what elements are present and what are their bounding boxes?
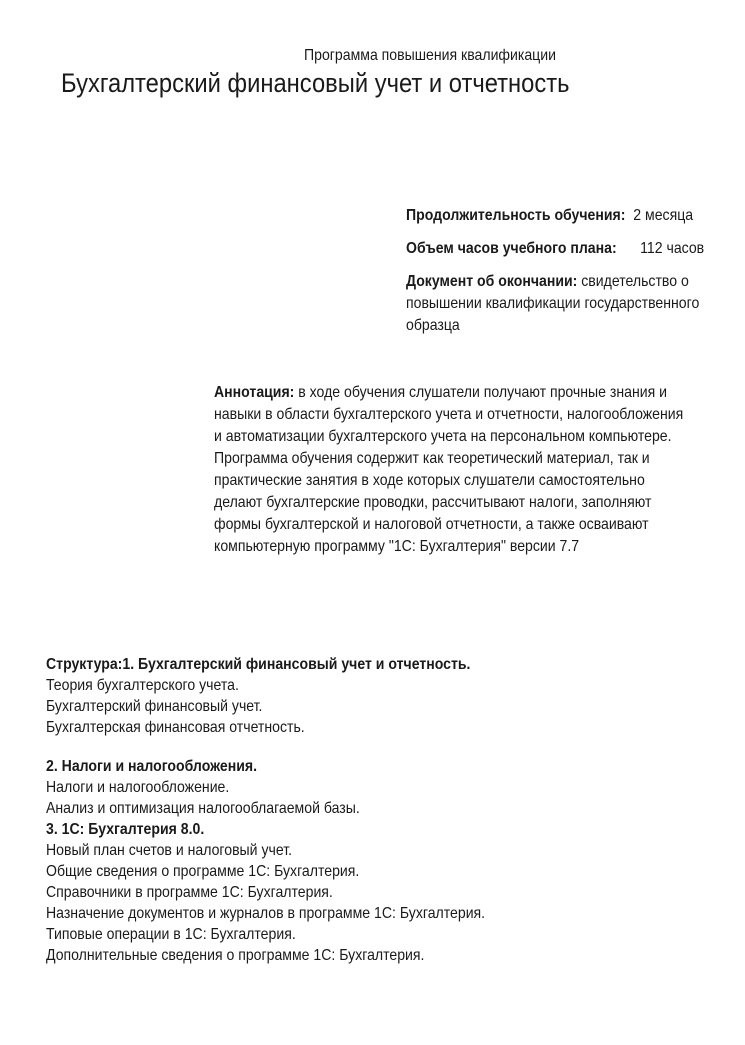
page-title: Бухгалтерский финансовый учет и отчетность [61, 68, 570, 98]
annotation-label: Аннотация: [214, 384, 295, 401]
structure-item: Назначение документов и журналов в программе 1С: Бухгалтерия. [46, 905, 486, 922]
document-value-line-3: образца [406, 317, 460, 334]
structure-heading: Структура:1. Бухгалтерский финансовый учет и отчетность. [46, 656, 471, 673]
section-3-heading: 3. 1С: Бухгалтерия 8.0. [46, 821, 205, 838]
document-value-line-1: свидетельство о [581, 273, 689, 290]
structure-item: Дополнительные сведения о программе 1С: Бухгалтерия. [46, 947, 425, 964]
annotation-line: и автоматизации бухгалтерского учета на персональном компьютере. [214, 428, 672, 445]
hours-label: Объем часов учебного плана: [406, 240, 617, 257]
structure-item: Бухгалтерский финансовый учет. [46, 698, 263, 715]
document-row [406, 271, 745, 337]
document-value-line-2: повышении квалификации государственного [406, 295, 700, 312]
structure-item: Общие сведения о программе 1С: Бухгалтерия. [46, 863, 360, 880]
annotation-line: Программа обучения содержит как теоретический материал, так и [214, 450, 650, 467]
section-2-heading: 2. Налоги и налогообложения. [46, 758, 258, 775]
annotation-block [214, 382, 745, 558]
hours-row [406, 238, 745, 260]
annotation-line: в ходе обучения слушатели получают прочные знания и [298, 384, 668, 401]
structure-item: Налоги и налогообложение. [46, 779, 230, 796]
structure-item: Типовые операции в 1С: Бухгалтерия. [46, 926, 296, 943]
annotation-line: навыки в области бухгалтерского учета и отчетности, налогообложения [214, 406, 684, 423]
annotation-line: компьютерную программу "1С: Бухгалтерия" версии 7.7 [214, 538, 580, 555]
duration-value: 2 месяца [633, 207, 694, 224]
duration-label: Продолжительность обучения: [406, 207, 626, 224]
program-subtitle: Программа повышения квалификации [304, 47, 556, 64]
hours-value: 112 часов [640, 240, 705, 257]
structure-item: Анализ и оптимизация налогооблагаемой базы. [46, 800, 360, 817]
annotation-line: практические занятия в ходе которых слушатели самостоятельно [214, 472, 645, 489]
structure-item: Новый план счетов и налоговый учет. [46, 842, 292, 859]
duration-row [406, 205, 745, 227]
structure-item: Бухгалтерская финансовая отчетность. [46, 719, 305, 736]
structure-item: Теория бухгалтерского учета. [46, 677, 239, 694]
structure-item: Справочники в программе 1С: Бухгалтерия. [46, 884, 333, 901]
annotation-line: формы бухгалтерской и налоговой отчетности, а также осваивают [214, 516, 649, 533]
document-label: Документ об окончании: [406, 273, 578, 290]
structure-block [46, 654, 545, 966]
annotation-line: делают бухгалтерские проводки, рассчитывают налоги, заполняют [214, 494, 652, 511]
